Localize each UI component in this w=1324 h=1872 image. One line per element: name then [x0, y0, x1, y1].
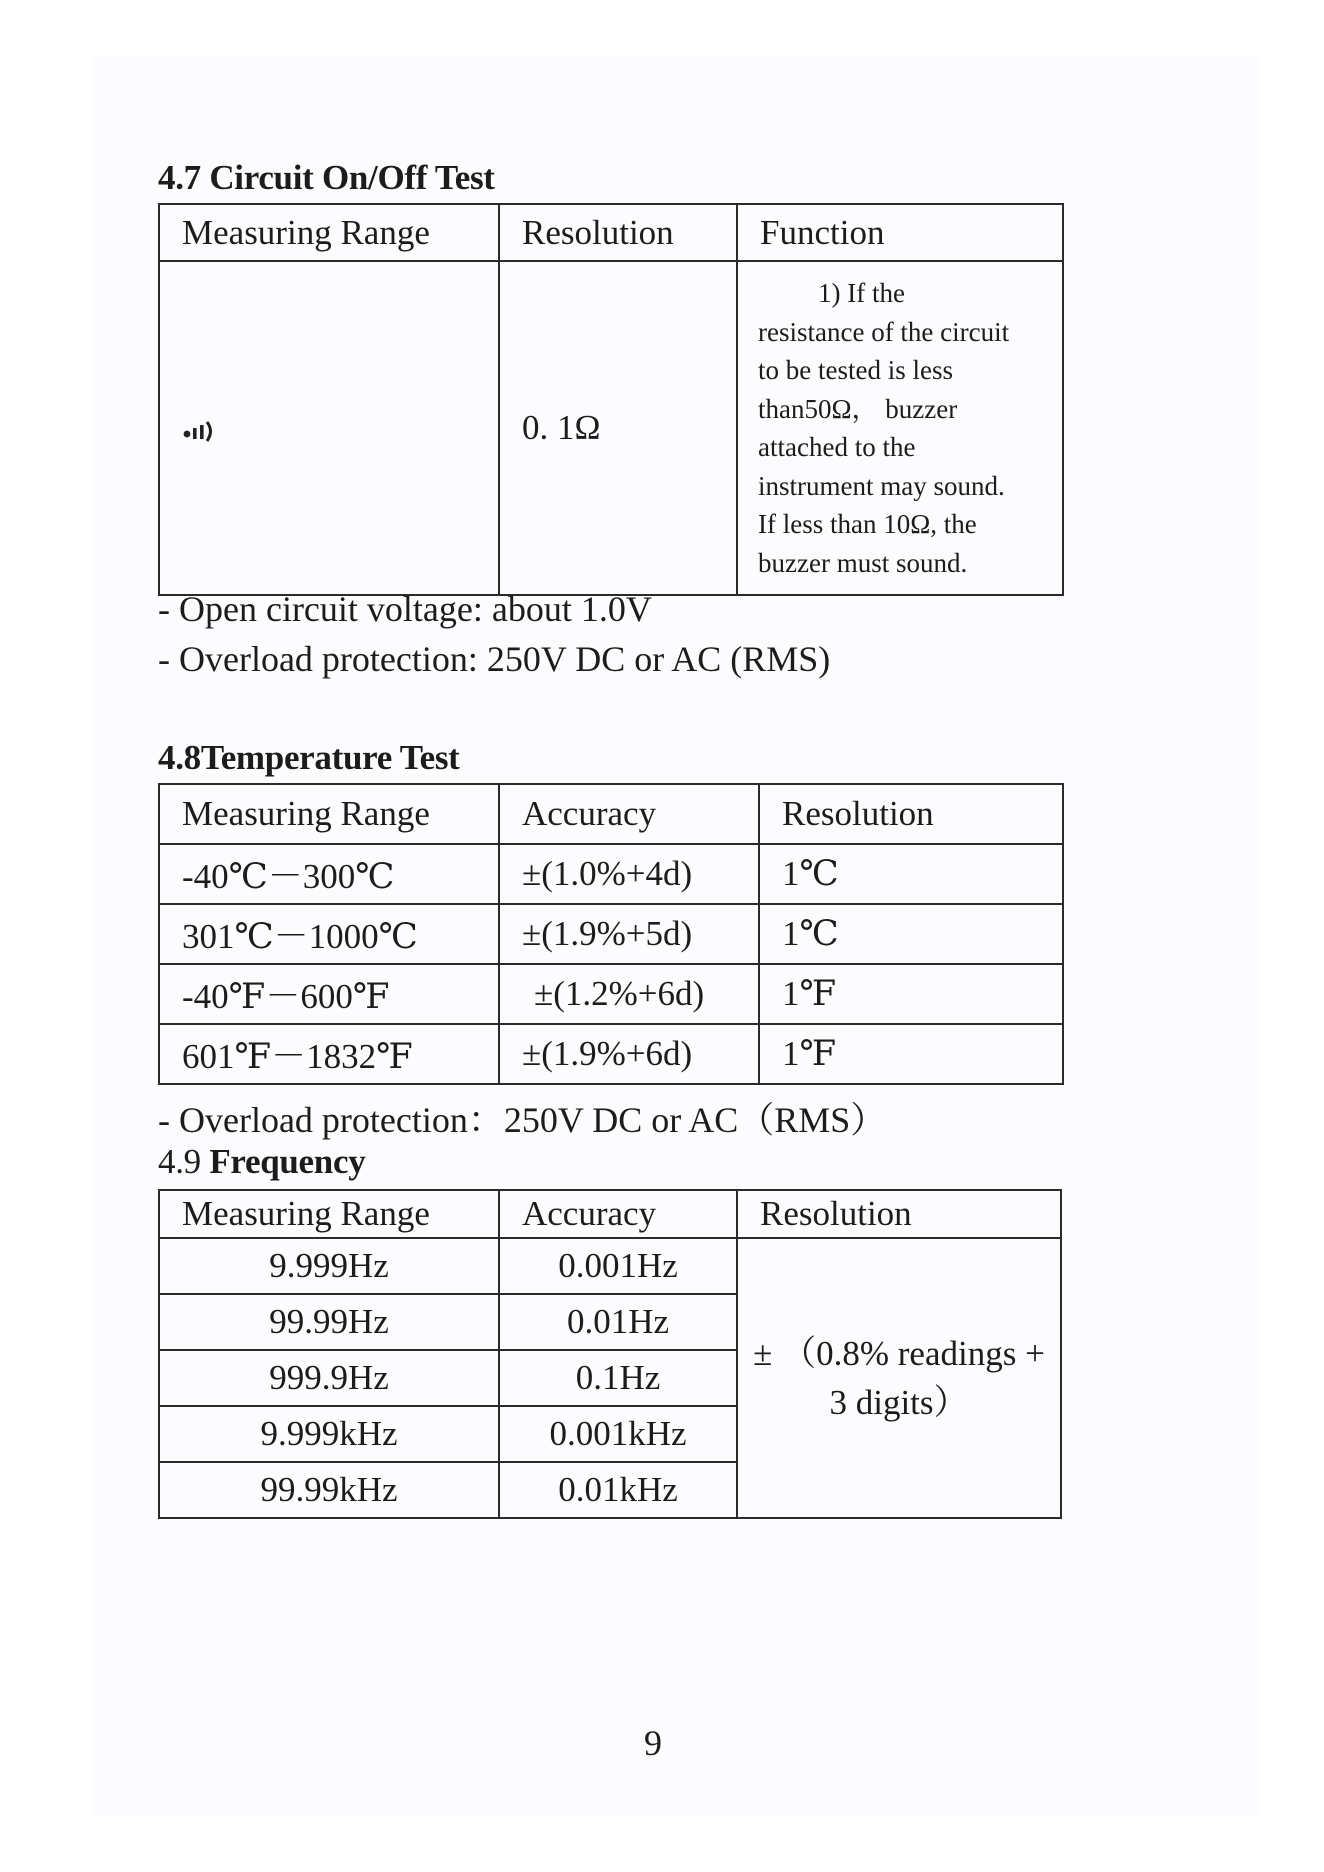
page-number: 9: [644, 1723, 662, 1763]
temperature-table: [158, 783, 1064, 1085]
table-cell: 9.999kHz: [159, 1406, 499, 1462]
table-cell: ±(1.9%+6d): [499, 1024, 759, 1084]
table-cell: 999.9Hz: [159, 1350, 499, 1406]
function-line: instrument may sound.: [758, 470, 1005, 501]
function-line: resistance of the circuit: [758, 316, 1010, 347]
column-header: Accuracy: [499, 1190, 737, 1238]
column-header: Resolution: [737, 1190, 1061, 1238]
section-title: Circuit On/Off Test: [209, 158, 495, 197]
table-row: [159, 904, 1063, 964]
table-row: [159, 964, 1063, 1024]
section-number: 4.8: [158, 738, 201, 777]
resolution-cell: 0. 1Ω: [499, 261, 737, 595]
section-4-8-heading: [158, 738, 460, 778]
table-cell: ±(1.9%+5d): [499, 904, 759, 964]
table-cell: 99.99kHz: [159, 1462, 499, 1518]
table-cell: 0.1Hz: [499, 1350, 737, 1406]
column-header: Measuring Range: [159, 784, 499, 844]
table-cell: 1℃: [759, 904, 1063, 964]
section-4-7-heading: [158, 158, 495, 198]
function-line: than50Ω， buzzer: [758, 393, 958, 424]
table-cell: ±(1.0%+4d): [499, 844, 759, 904]
buzzer-icon: [182, 418, 216, 444]
table-cell: 1℃: [759, 844, 1063, 904]
table-cell: 1℉: [759, 1024, 1063, 1084]
function-line: If less than 10Ω, the: [758, 509, 977, 539]
column-header: Resolution: [759, 784, 1063, 844]
function-line: to be tested is less: [758, 355, 953, 385]
circuit-test-table: [158, 203, 1064, 596]
open-circuit-voltage-note: - Open circuit voltage: about 1.0V: [158, 589, 652, 629]
column-header: Measuring Range: [159, 1190, 499, 1238]
table-cell: -40℉－600℉: [159, 964, 499, 1024]
function-line: buzzer must sound.: [758, 547, 968, 578]
table-cell: 601℉－1832℉: [159, 1024, 499, 1084]
measuring-range-cell: [159, 261, 499, 595]
table-row: [159, 1238, 1061, 1294]
table-cell: 9.999Hz: [159, 1238, 499, 1294]
column-header: Function: [737, 204, 1063, 261]
table-row: [159, 1024, 1063, 1084]
table-header-row: [159, 784, 1063, 844]
section-4-9-heading: [158, 1142, 365, 1182]
resolution-text-line: ± （0.8% readings +: [753, 1334, 1045, 1373]
table-header-row: [159, 1190, 1061, 1238]
table-row: [159, 844, 1063, 904]
table-cell: -40℃－300℃: [159, 844, 499, 904]
table-row: [159, 261, 1063, 595]
temperature-overload-note: - Overload protection：250V DC or AC（RMS）: [158, 1100, 887, 1140]
function-line: attached to the: [758, 432, 916, 462]
column-header: Accuracy: [499, 784, 759, 844]
column-header: Resolution: [499, 204, 737, 261]
resolution-merged-cell: [737, 1238, 1061, 1518]
table-cell: 301℃－1000℃: [159, 904, 499, 964]
table-cell: 99.99Hz: [159, 1294, 499, 1350]
section-number: 4.7: [158, 158, 201, 197]
section-title: Frequency: [209, 1142, 366, 1181]
column-header: Measuring Range: [159, 204, 499, 261]
section-title: Temperature Test: [200, 738, 460, 777]
function-line: 1) If the: [818, 278, 905, 308]
table-cell: ±(1.2%+6d): [499, 964, 759, 1024]
section-number: 4.9: [158, 1142, 201, 1181]
overload-protection-note: - Overload protection: 250V DC or AC (RMS): [158, 639, 831, 679]
table-cell: 0.01Hz: [499, 1294, 737, 1350]
table-cell: 1℉: [759, 964, 1063, 1024]
function-cell: [737, 261, 1063, 595]
table-cell: 0.001Hz: [499, 1238, 737, 1294]
table-cell: 0.01kHz: [499, 1462, 737, 1518]
table-header-row: [159, 204, 1063, 261]
resolution-text-line: 3 digits）: [829, 1383, 969, 1422]
frequency-table: [158, 1189, 1062, 1519]
table-cell: 0.001kHz: [499, 1406, 737, 1462]
